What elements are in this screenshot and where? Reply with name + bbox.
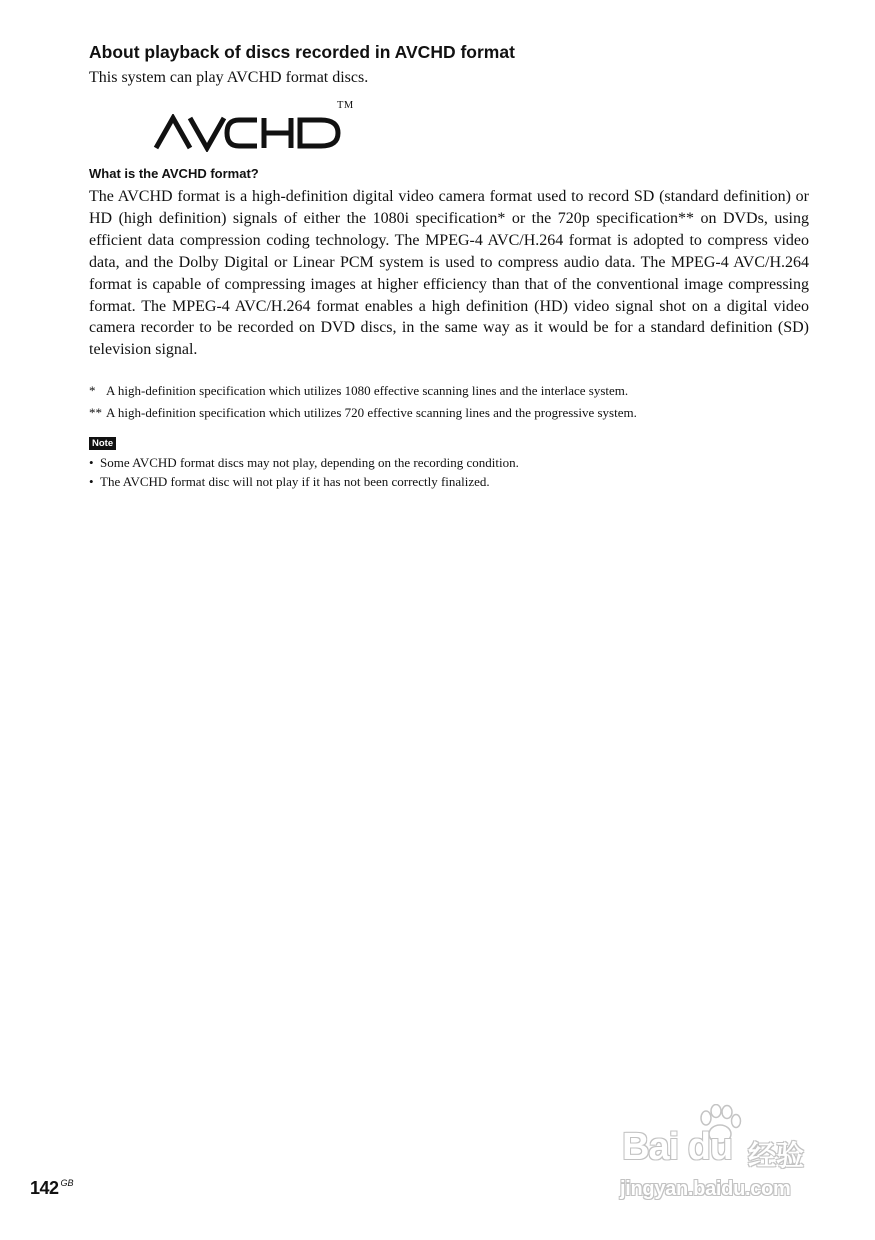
note-text: Some AVCHD format discs may not play, depending on the recording condition. <box>100 455 519 470</box>
footnote-item <box>89 380 789 402</box>
avchd-logo-mark <box>153 114 343 152</box>
bullet-icon: • <box>89 474 94 489</box>
section-heading: About playback of discs recorded in AVCHD format <box>89 42 515 62</box>
trademark-symbol: TM <box>337 100 354 111</box>
body-paragraph: The AVCHD format is a high-definition digital video camera format used to record SD (standard definition) or HD (high definition) signals of either the 1080i specification* or the 720p specification** on DVDs, using efficient data compression coding technology. The MPEG-4 AVC/H.264 format is adopted to compress video data, and the Dolby Digital or Linear PCM system is used to compress audio data. The MPEG-4 AVC/H.264 format is capable of compressing images at higher efficiency than that of the conventional image compressing format. The MPEG-4 AVC/H.264 format enables a high definition (HD) video signal shot on a digital video camera recorder to be recorded on DVD discs, in the same way as it would be for a standard definition (SD) television signal. <box>89 188 809 359</box>
footnote-text: A high-definition specification which utilizes 720 effective scanning lines and the progressive system. <box>106 405 637 420</box>
page-number <box>30 1178 74 1199</box>
watermark-cn: 经验 <box>748 1140 805 1171</box>
note-item <box>89 453 789 472</box>
footnote-list <box>89 380 789 424</box>
baidu-watermark <box>616 1104 826 1208</box>
note-text: The AVCHD format disc will not play if it has not been correctly finalized. <box>100 474 490 489</box>
sub-heading: What is the AVCHD format? <box>89 166 259 181</box>
note-list <box>89 453 789 491</box>
note-item <box>89 472 789 491</box>
bullet-icon: • <box>89 455 94 470</box>
intro-text: This system can play AVCHD format discs. <box>89 69 369 86</box>
page-number-value: 142 <box>30 1178 59 1198</box>
footnote-mark: ** <box>89 405 102 420</box>
avchd-logo <box>153 98 363 154</box>
note-badge: Note <box>89 437 116 450</box>
watermark-url: jingyan.baidu.com <box>620 1178 791 1200</box>
footnote-text: A high-definition specification which utilizes 1080 effective scanning lines and the interlace system. <box>106 383 629 398</box>
footnote-mark: * <box>89 383 96 398</box>
page-region-suffix: GB <box>60 1178 74 1188</box>
watermark-brand: Bai du <box>622 1126 733 1168</box>
footnote-item <box>89 402 789 424</box>
